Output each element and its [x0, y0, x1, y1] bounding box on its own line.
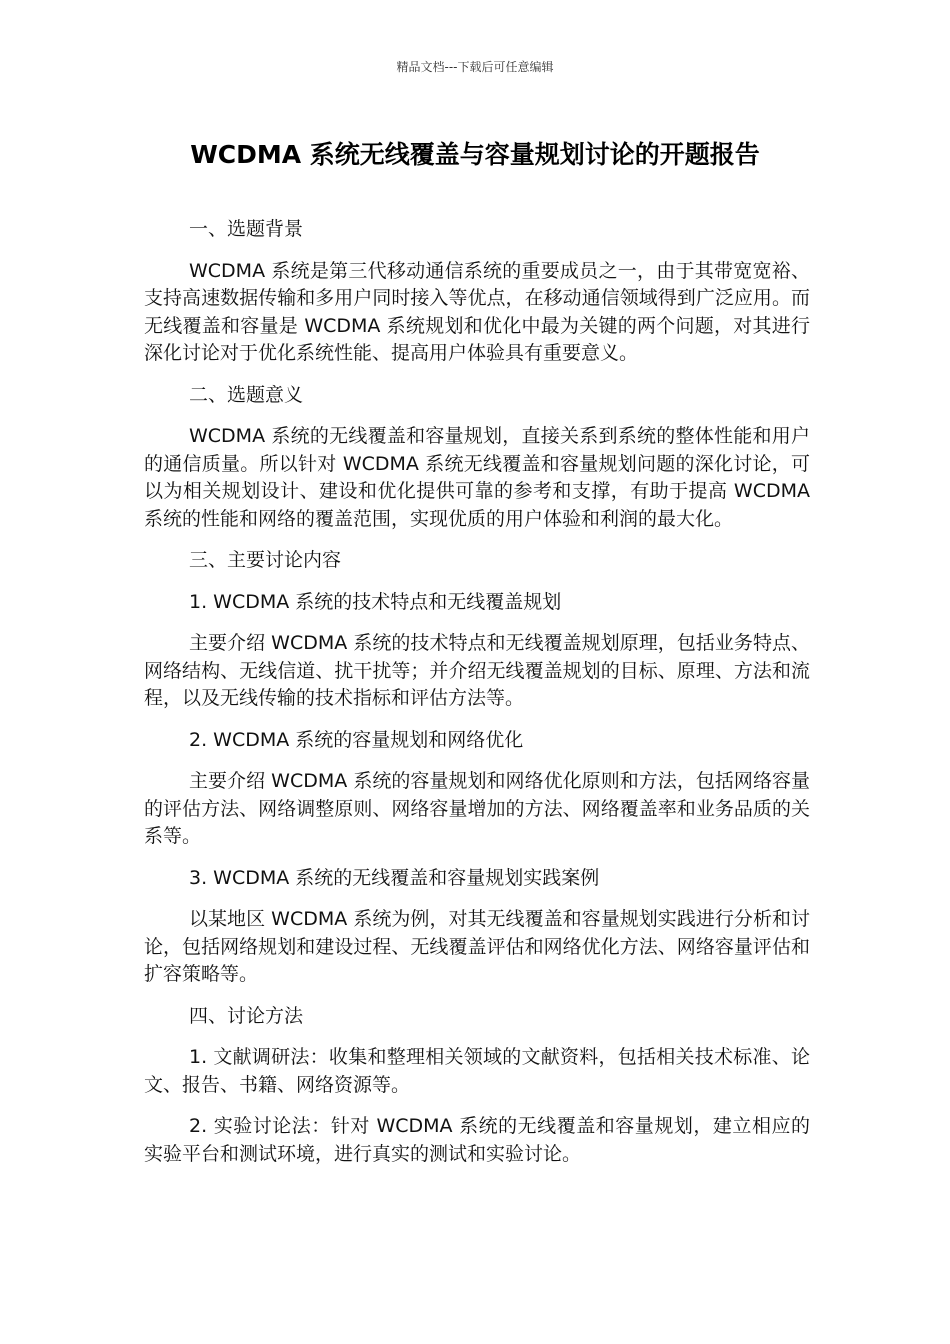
section-heading-methods: 四、讨论方法: [189, 1004, 304, 1027]
section-heading-significance: 二、选题意义: [189, 383, 304, 406]
document-body: [144, 216, 810, 1182]
subheading-capacity-planning: 2. WCDMA 系统的容量规划和网络优化: [189, 728, 524, 751]
section-heading-background: 一、选题背景: [189, 218, 304, 240]
subheading-coverage-planning: 1. WCDMA 系统的技术特点和无线覆盖规划: [189, 590, 562, 613]
document-title: WCDMA 系统无线覆盖与容量规划讨论的开题报告: [190, 140, 760, 169]
paragraph-practice-case: 以某地区 WCDMA 系统为例，对其无线覆盖和容量规划实践进行分析和讨论，包括网络规划和建设过程、无线覆盖评估和网络优化方法、网络容量评估和扩容策略等。: [144, 908, 810, 985]
paragraph-significance: WCDMA 系统的无线覆盖和容量规划，直接关系到系统的整体性能和用户的通信质量。所以针对 WCDMA 系统无线覆盖和容量规划问题的深化讨论，可以为相关规划设计、建设和优化提供可靠的参考和支撑，有助于提高 WCDMA 系统的性能和网络的覆盖范围，实现优质的用户体验和利润的最大化。: [144, 425, 810, 530]
paragraph-method-experiment: 2. 实验讨论法：针对 WCDMA 系统的无线覆盖和容量规划，建立相应的实验平台和测试环境，进行真实的测试和实验讨论。: [144, 1115, 810, 1165]
paragraph-capacity-planning: 主要介绍 WCDMA 系统的容量规划和网络优化原则和方法，包括网络容量的评估方法、网络调整原则、网络容量增加的方法、网络覆盖率和业务品质的关系等。: [144, 770, 810, 847]
paragraph-method-literature: 1. 文献调研法：收集和整理相关领域的文献资料，包括相关技术标准、论文、报告、书籍、网络资源等。: [144, 1046, 810, 1096]
section-heading-main-content: 三、主要讨论内容: [189, 549, 342, 571]
subheading-practice-case: 3. WCDMA 系统的无线覆盖和容量规划实践案例: [189, 866, 600, 889]
paragraph-coverage-planning: 主要介绍 WCDMA 系统的技术特点和无线覆盖规划原理，包括业务特点、网络结构、无线信道、扰干扰等；并介绍无线覆盖规划的目标、原理、方法和流程，以及无线传输的技术指标和评估方法等。: [144, 632, 810, 709]
paragraph-background: WCDMA 系统是第三代移动通信系统的重要成员之一，由于其带宽宽裕、支持高速数据传输和多用户同时接入等优点，在移动通信领域得到广泛应用。而无线覆盖和容量是 WCDMA 系统规划和优化中最为关键的两个问题，对其进行深化讨论对于优化系统性能、提高用户体验具有重要意义。: [144, 259, 810, 364]
page-header: 精品文档---下载后可任意编辑: [396, 60, 554, 74]
